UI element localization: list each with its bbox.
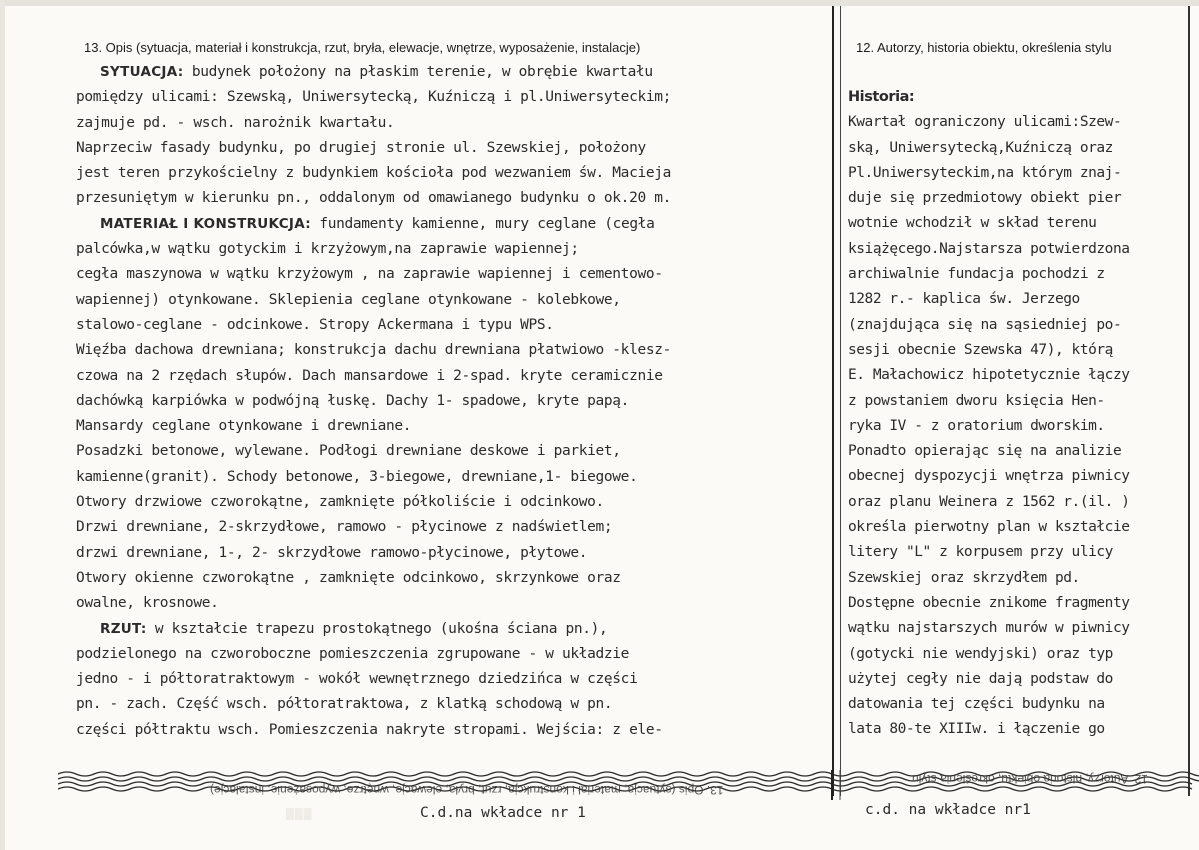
- text-line: Szewskiej oraz skrzydłem pd.: [848, 569, 1080, 586]
- faint-stamp: ▒▒▒: [286, 808, 313, 820]
- text-line: SYTUACJA: budynek położony na płaskim terenie, w obrębie kwartału: [100, 64, 653, 80]
- text-line: wotnie wchodził w skład terenu: [848, 215, 1097, 232]
- text-line: zajmuje pd. - wsch. narożnik kwartału.: [76, 114, 395, 131]
- section-label-rzut: RZUT:: [100, 620, 147, 637]
- left-column-heading: 13. Opis (sytuacja, materiał i konstrukcja, rzut, bryła, elewacje, wnętrze, wyposażenie, instalacje): [84, 40, 641, 55]
- right-column-heading: 12. Autorzy, historia obiektu, określenia stylu: [856, 40, 1112, 55]
- text-line: kamienne(granit). Schody betonowe, 3-biegowe, drewniane,1- biegowe.: [76, 468, 638, 485]
- text-line: Pl.Uniwersyteckim,na którym znaj-: [848, 164, 1122, 181]
- text-line: z powstaniem dworu księcia Hen-: [848, 392, 1105, 409]
- text-line: Mansardy ceglane otynkowane i drewniane.: [76, 418, 412, 435]
- text-line: Drzwi drewniane, 2-skrzydłowe, ramowo - płycinowe z nadświetlem;: [76, 519, 613, 536]
- text-line: książęcego.Najstarsza potwierdzona: [848, 240, 1130, 257]
- text-line: Otwory okienne czworokątne , zamknięte odcinkowo, skrzynkowe oraz: [76, 569, 621, 586]
- text-line: RZUT: w kształcie trapezu prostokątnego (ukośna ściana pn.),: [100, 620, 608, 637]
- text-line: Ponadto opierając się na analizie: [848, 443, 1122, 460]
- text-line: jedno - i półtoratraktowym - wokół wewnętrznego dziedzińca w części: [76, 671, 638, 688]
- text-line: datowania tej części budynku na: [848, 696, 1105, 713]
- text-line: archiwalnie fundacja pochodzi z: [848, 266, 1105, 283]
- text-line: Otwory drzwiowe czworokątne, zamknięte półkoliście i odcinkowo.: [76, 494, 604, 511]
- text-line: wapiennej) otynkowane. Sklepienia ceglane otynkowane - kolebkowe,: [76, 291, 621, 308]
- text-line: pn. - zach. Część wsch. półtoratraktowa, z klatką schodową w pn.: [76, 696, 613, 713]
- text-line: drzwi drewniane, 1-, 2- skrzydłowe ramowo-płycinowe, płytowe.: [76, 544, 588, 561]
- text-line: obecnej dyspozycji wnętrza piwnicy: [848, 468, 1130, 485]
- text-line: sesji obecnie Szewska 47), którą: [848, 341, 1113, 358]
- text-line: E. Małachowicz hipotetycznie łączy: [848, 367, 1130, 384]
- text-line: wątku najstarszych murów w piwnicy: [848, 620, 1130, 637]
- text-line: Kwartał ograniczony ulicami:Szew-: [848, 114, 1122, 131]
- history-text: [848, 85, 1193, 743]
- text-line: jest teren przykościelny z budynkiem kościoła pod wezwaniem św. Macieja: [76, 165, 671, 182]
- mirrored-left-heading: 13. Opis (sytuacja, materiał i konstrukcja, rzut, bryła, elewacje, wnętrze, wyposażenie, instalacje): [210, 783, 724, 797]
- text-line: Posadzki betonowe, wylewane. Podłogi drewniane deskowe i parkiet,: [76, 443, 621, 460]
- text-line: określa pierwotny plan w kształcie: [848, 519, 1130, 536]
- text-line: pomiędzy ulicami: Szewską, Uniwersytecką, Kuźniczą i pl.Uniwersyteckim;: [76, 89, 671, 106]
- text-line: ską, Uniwersytecką,Kuźniczą oraz: [848, 139, 1113, 156]
- column-divider: [832, 6, 834, 796]
- text-line: (znajdująca się na sąsiedniej po-: [848, 316, 1122, 333]
- text-line: lata 80-te XIIIw. i łączenie go: [848, 721, 1105, 738]
- text-line: owalne, krosnowe.: [76, 595, 219, 612]
- section-label-sytuacja: SYTUACJA:: [100, 64, 184, 80]
- text-line: (gotycki nie wendyjski) oraz typ: [848, 645, 1113, 662]
- description-text: [76, 60, 828, 743]
- text-line: cegła maszynowa w wątku krzyżowym , na zaprawie wapiennej i cementowo-: [76, 266, 663, 283]
- text-line: użytej cegły nie dają podstaw do: [848, 670, 1113, 687]
- text-line: litery "L" z korpusem przy ulicy: [848, 544, 1113, 561]
- continuation-note-left: C.d.na wkładce nr 1: [420, 805, 586, 821]
- text-line: stalowo-ceglane - odcinkowe. Stropy Ackermana i typu WPS.: [76, 316, 554, 333]
- text-line: Dostępne obecnie znikome fragmenty: [848, 594, 1130, 611]
- text-line: czowa na 2 rzędach słupów. Dach mansardowe i 2-spad. kryte ceramicznie: [76, 367, 663, 384]
- text-line: części półtraktu wsch. Pomieszczenia nakryte stropami. Wejścia: z ele-: [76, 721, 663, 738]
- column-divider-inner: [840, 6, 841, 796]
- page-edge-left: [0, 0, 5, 850]
- continuation-note-right: c.d. na wkładce nr1: [865, 802, 1031, 818]
- section-label-historia: Historia:: [848, 89, 915, 105]
- text-line: oraz planu Weinera z 1562 r.(il. ): [848, 493, 1130, 510]
- text-line: palcówka,w wątku gotyckim i krzyżowym,na zaprawie wapiennej;: [76, 241, 579, 258]
- text-line: dachówką karpiówka w podwójną łuskę. Dachy 1- spadowe, kryte papą.: [76, 392, 630, 409]
- text-line: podzielonego na czworoboczne pomieszczenia zgrupowane - w układzie: [76, 645, 630, 662]
- text-line: MATERIAŁ I KONSTRUKCJA: fundamenty kamienne, mury ceglane (cegła: [100, 215, 655, 232]
- text-line: ryka IV - z oratorium dworskim.: [848, 417, 1105, 434]
- mirrored-right-heading: 12. Autorzy, historia obiektu, określenia stylu: [912, 772, 1148, 786]
- page-edge-top: [0, 0, 1199, 6]
- text-line: 1282 r.- kaplica św. Jerzego: [848, 291, 1080, 308]
- text-line: duje się przedmiotowy obiekt pier: [848, 190, 1122, 207]
- text-line: Naprzeciw fasady budynku, po drugiej stronie ul. Szewskiej, położony: [76, 139, 646, 156]
- text-line: Więźba dachowa drewniana; konstrukcja dachu drewniana płatwiowo -klesz-: [76, 342, 671, 359]
- text-line: przesuniętym w kierunku pn., oddalonym od omawianego budynku o ok.20 m.: [76, 190, 671, 207]
- section-label-material: MATERIAŁ I KONSTRUKCJA:: [100, 215, 311, 232]
